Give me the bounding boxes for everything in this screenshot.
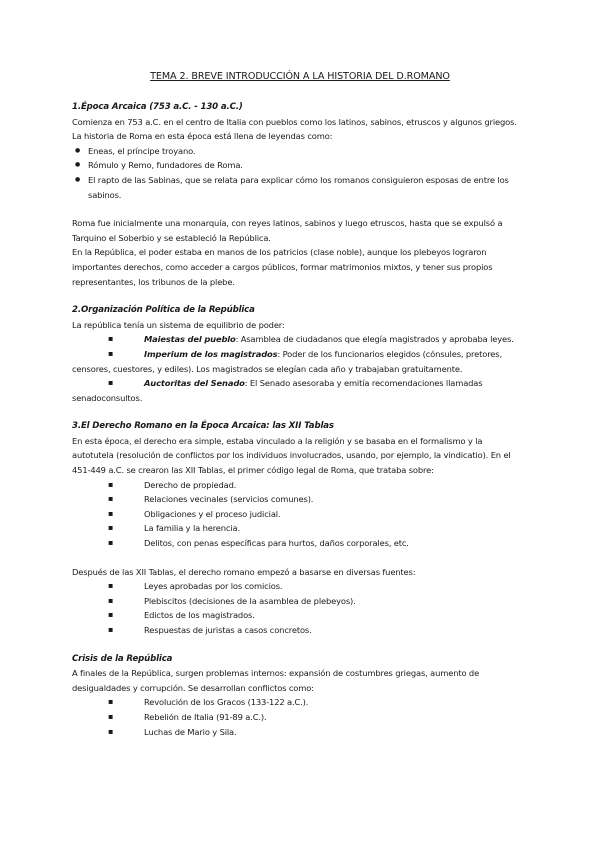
paragraph: Después de las XII Tablas, el derecho romano empezó a basarse en diversas fuentes: (72, 566, 416, 577)
list-item (72, 376, 522, 405)
paragraph: En esta época, el derecho era simple, estaba vinculado a la religión y se basaba en el formalismo y la autotutela (resolución de conflictos por los individuos involucrados, usando, por ejemplo, la vindicatio). En el 451-449 a.C. se crearon las XII Tablas, el primer código legal de Roma, que trataba sobre: (72, 435, 511, 476)
list-item: ▪ Delitos, con penas específicas para hurtos, daños corporales, etc. (72, 536, 522, 551)
list-item (72, 332, 522, 347)
term: Maiestas del pueblo (144, 334, 236, 345)
section-heading-epoca-arcaica: 1.Época Arcaica (753 a.C. - 130 a.C.) (72, 102, 243, 112)
document-title: TEMA 2. BREVE INTRODUCCIÓN A LA HISTORIA DEL D.ROMANO (150, 71, 450, 82)
conflicts-list (72, 695, 522, 739)
bullet-icon: ▪ (108, 348, 114, 358)
paragraph: A finales de la República, surgen problemas internos: expansión de costumbres griegas, aumento de desigualdades y corrupción. Se desarrollan conflictos como: (72, 668, 480, 693)
tablas-topics-list (72, 478, 522, 551)
list-item: ▪ Respuestas de juristas a casos concretos. (72, 623, 522, 638)
list-item: ▪ Obligaciones y el proceso judicial. (72, 507, 522, 522)
list-item: ▪ Revolución de los Gracos (133-122 a.C.). (72, 695, 522, 710)
term-description: : El Senado asesoraba y emitía recomendaciones llamadas senadoconsultos. (72, 378, 483, 403)
list-item: ▪ Rebelión de Italia (91-89 a.C.). (72, 710, 522, 725)
term-description: : Asamblea de ciudadanos que elegía magistrados y aprobaba leyes. (235, 334, 514, 345)
list-item: ▪ Derecho de propiedad. (72, 478, 522, 493)
list-item: ▪ Edictos de los magistrados. (72, 608, 522, 623)
sources-list (72, 579, 522, 637)
bullet-icon: ▪ (108, 334, 114, 344)
list-item: ▪ Luchas de Mario y Sila. (72, 725, 522, 740)
section-heading-crisis-republica: Crisis de la República (72, 653, 173, 664)
list-item: ▪ Plebiscitos (decisiones de la asamblea de plebeyos). (72, 594, 522, 609)
list-item (72, 347, 522, 376)
legend-list (72, 144, 522, 202)
list-item: ● Eneas, el príncipe troyano. (72, 144, 522, 159)
paragraph: En la República, el poder estaba en manos de los patricios (clase noble), aunque los plebeyos lograron importantes derechos, como acceder a cargos públicos, formar matrimonios mixtos, y tener sus propios representantes, los tribunos de la plebe. (72, 247, 493, 287)
list-item: ● El rapto de las Sabinas, que se relata para explicar cómo los romanos consiguieron esposas de entre los sabinos. (72, 173, 522, 202)
term: Imperium de los magistrados (144, 348, 278, 359)
document-body (72, 100, 522, 739)
paragraph: Comienza en 753 a.C. en el centro de Italia con pueblos como los latinos, sabinos, etruscos y algunos griegos. La historia de Roma en esta época está llena de leyendas como: (72, 116, 517, 142)
bullet-icon: ▪ (108, 378, 114, 388)
paragraph: Roma fue inicialmente una monarquía, con reyes latinos, sabinos y luego etruscos, hasta que se expulsó a Tarquino el Soberbio y se estableció la República. (72, 218, 503, 243)
list-item: ▪ Leyes aprobadas por los comicios. (72, 579, 522, 594)
section-heading-organizacion-politica: 2.Organización Política de la República (72, 305, 255, 316)
section-heading-xii-tablas: 3.El Derecho Romano en la Época Arcaica: las XII Tablas (72, 421, 334, 432)
term: Auctoritas del Senado (144, 378, 245, 389)
list-item: ▪ La familia y la herencia. (72, 521, 522, 536)
list-item: ● Rómulo y Remo, fundadores de Roma. (72, 158, 522, 173)
list-item: ▪ Relaciones vecinales (servicios comunes). (72, 492, 522, 507)
term-description: : Poder de los funcionarios elegidos (cónsules, pretores, censores, cuestores, y ediles). Los magistrados se elegían cada año y trabajaban gratuitamente. (72, 348, 502, 374)
paragraph: La república tenía un sistema de equilibrio de poder: (72, 319, 285, 330)
